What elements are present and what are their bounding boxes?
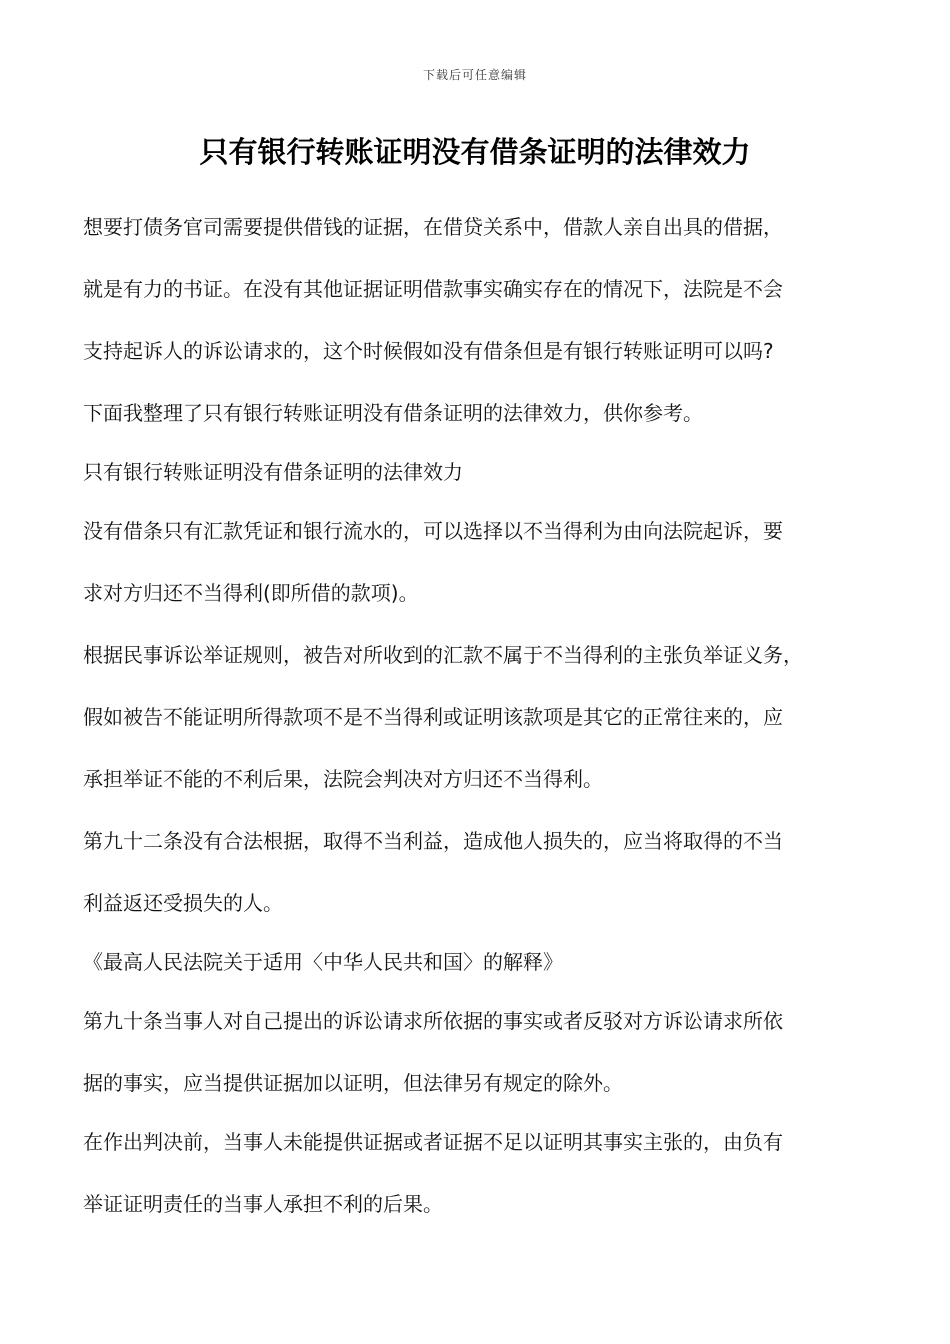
paragraph-line: 据的事实，应当提供证据加以证明，但法律另有规定的除外。: [83, 1071, 623, 1095]
paragraph-line: 没有借条只有汇款凭证和银行流水的，可以选择以不当得利为由向法院起诉，要: [83, 519, 783, 543]
paragraph-line: 利益返还受损失的人。: [83, 891, 283, 915]
citation-line: 《最高人民法院关于适用〈中华人民共和国〉的解释》: [83, 950, 563, 974]
paragraph-line: 第九十条当事人对自己提出的诉讼请求所依据的事实或者反驳对方诉讼请求所依: [83, 1009, 783, 1033]
paragraph-line: 就是有力的书证。在没有其他证据证明借款事实确实存在的情况下，法院是不会: [83, 277, 783, 301]
paragraph-line: 举证证明责任的当事人承担不利的后果。: [83, 1192, 443, 1216]
paragraph-line: 在作出判决前，当事人未能提供证据或者证据不足以证明其事实主张的，由负有: [83, 1130, 783, 1154]
paragraph-line: 根据民事诉讼举证规则，被告对所收到的汇款不属于不当得利的主张负举证义务，: [83, 643, 803, 667]
paragraph-line: 求对方归还不当得利(即所借的款项)。: [83, 581, 419, 605]
document-title: 只有银行转账证明没有借条证明的法律效力: [199, 135, 751, 169]
paragraph-line: 假如被告不能证明所得款项不是不当得利或证明该款项是其它的正常往来的，应: [83, 705, 783, 729]
paragraph-line: 第九十二条没有合法根据，取得不当利益，造成他人损失的，应当将取得的不当: [83, 829, 783, 853]
paragraph-line: 承担举证不能的不利后果，法院会判决对方归还不当得利。: [83, 767, 603, 791]
paragraph-line: 想要打债务官司需要提供借钱的证据，在借贷关系中，借款人亲自出具的借据，: [83, 215, 783, 239]
paragraph-line: 下面我整理了只有银行转账证明没有借条证明的法律效力，供你参考。: [83, 401, 703, 425]
header-note: 下载后可任意编辑: [422, 68, 527, 82]
paragraph-line: 支持起诉人的诉讼请求的，这个时候假如没有借条但是有银行转账证明可以吗?: [83, 339, 774, 363]
document-body: [83, 214, 883, 1253]
section-heading-line: 只有银行转账证明没有借条证明的法律效力: [83, 460, 463, 484]
